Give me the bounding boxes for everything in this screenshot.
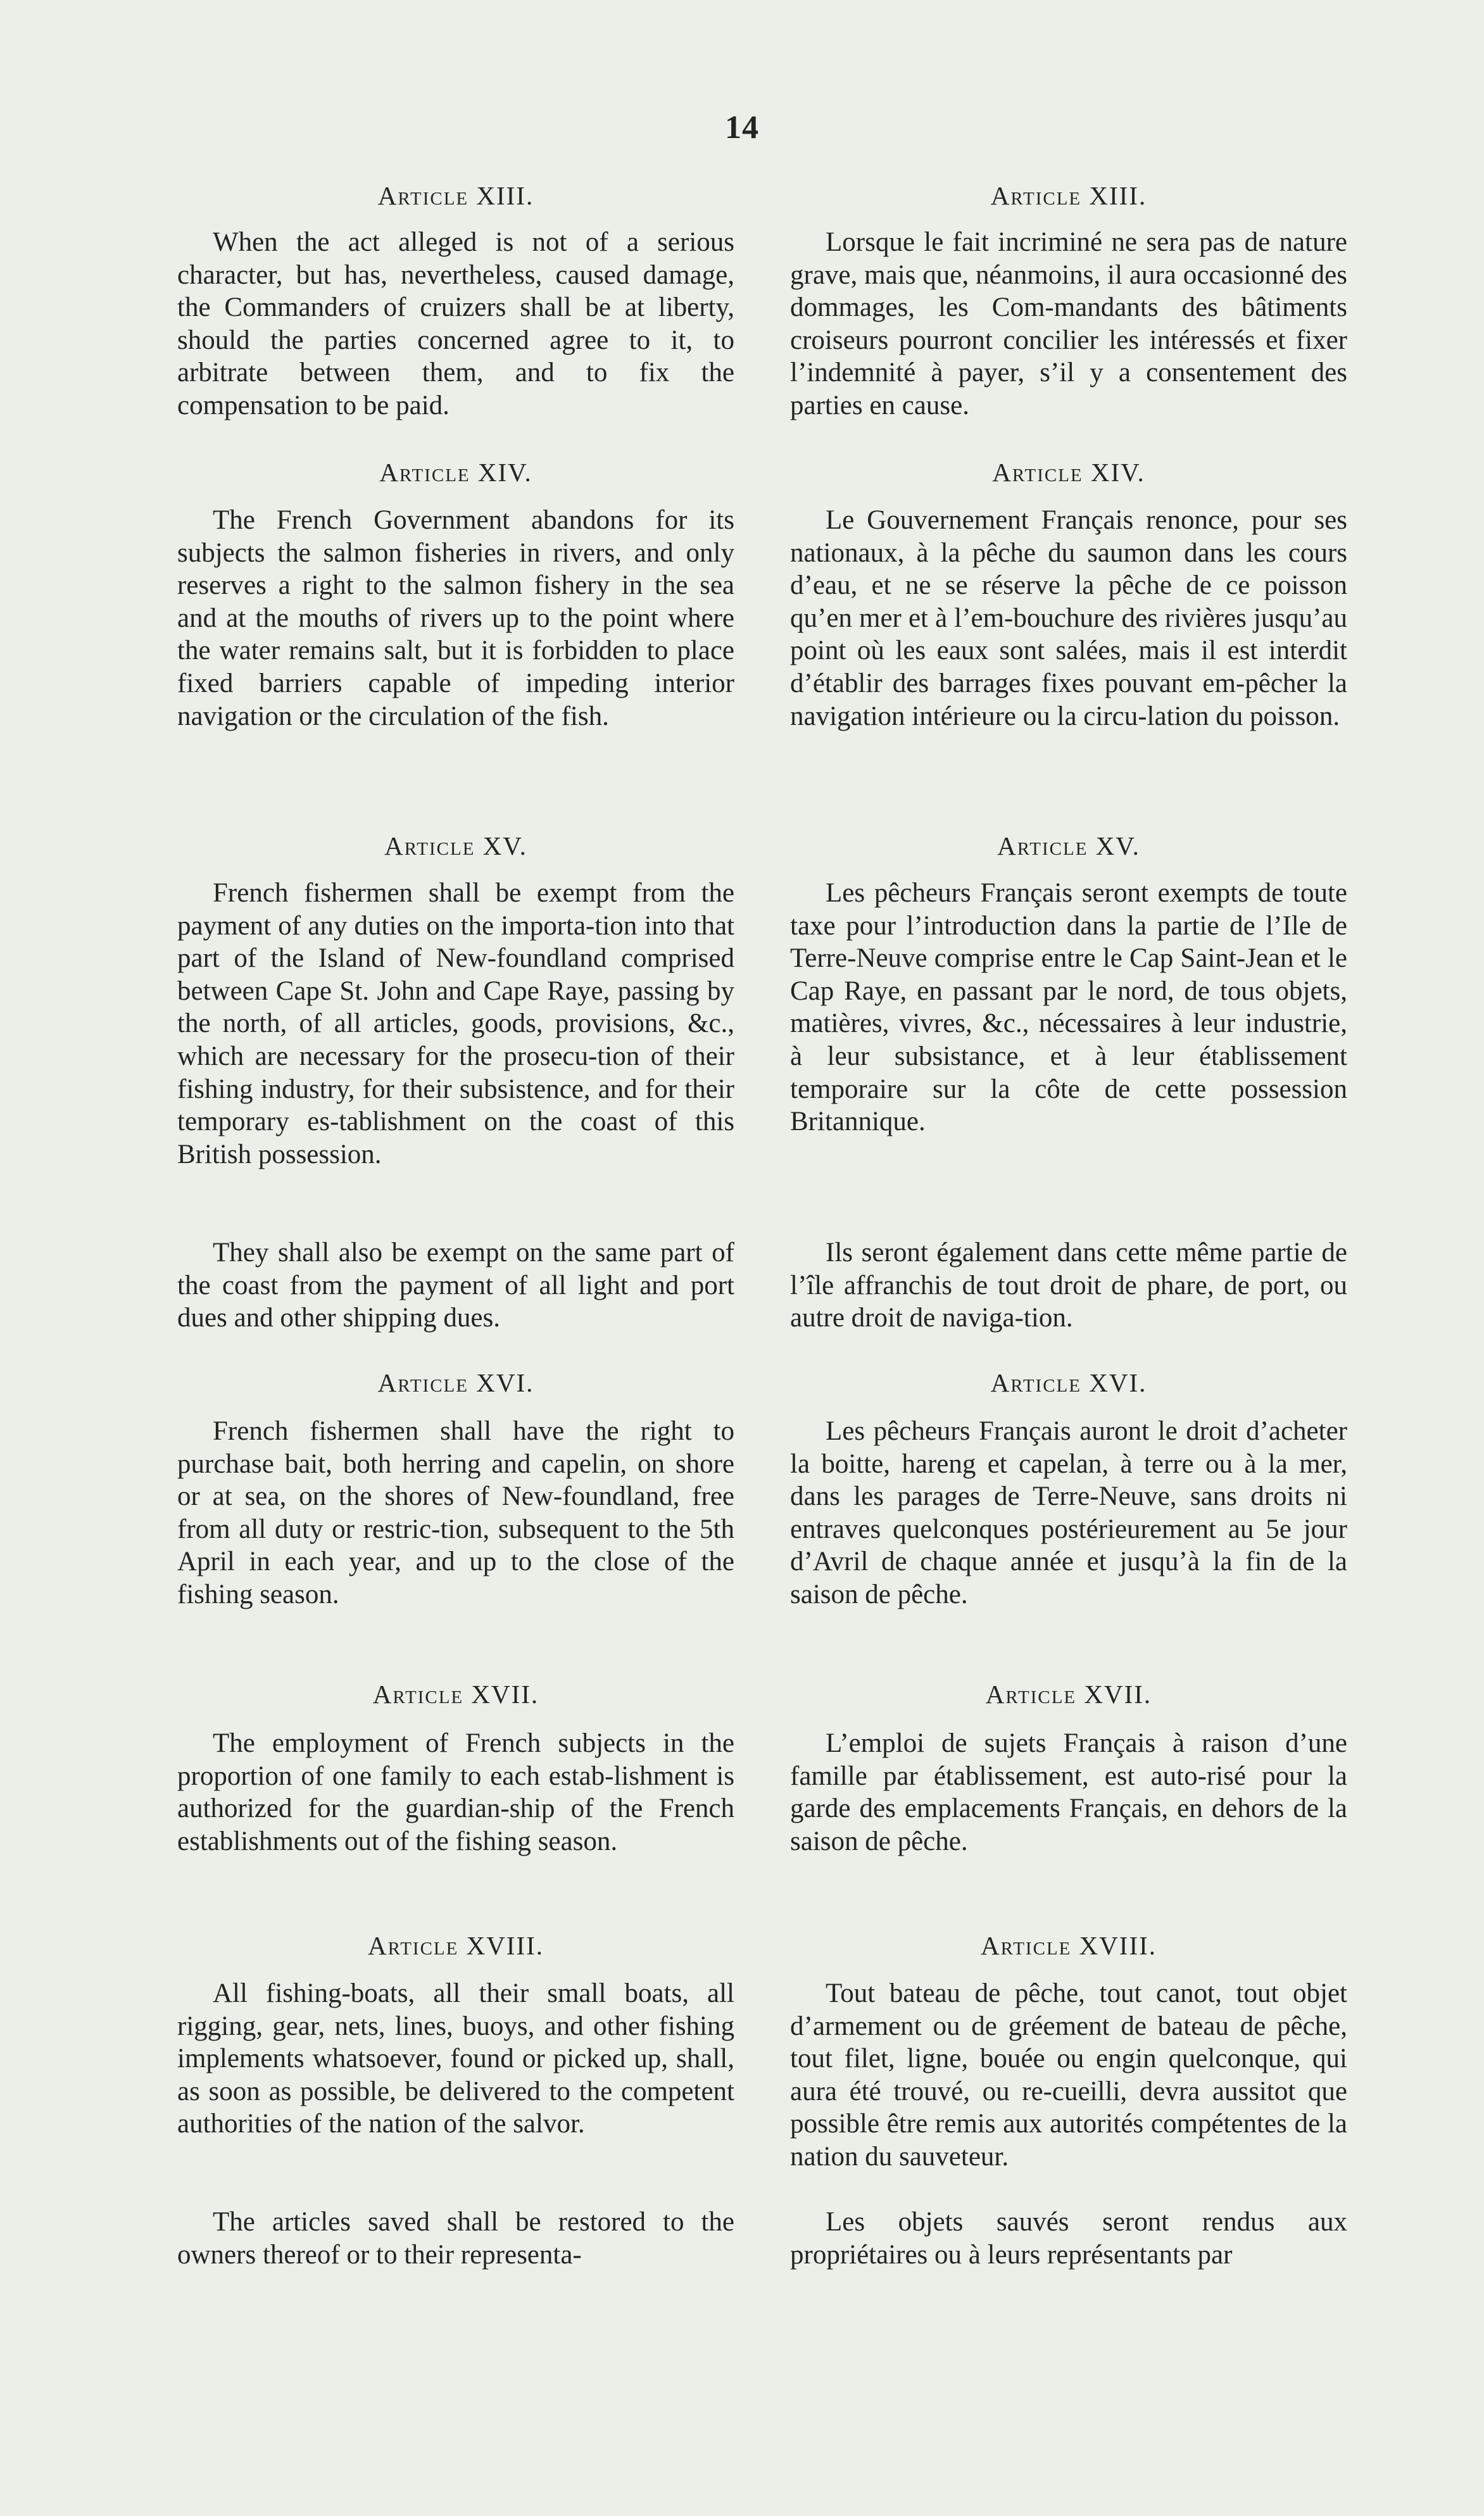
article-17-text-en: The employment of French subjects in the proportion of one family to each estab-lishment is authorized for the guardian-ship of the French establishments out of the fishing season. xyxy=(177,1728,734,1856)
article-14-heading-fr: Article XIV. xyxy=(992,458,1145,487)
article-13-heading-fr: Article XIII. xyxy=(990,181,1147,210)
french-column xyxy=(790,0,1347,2516)
article-16-text-en: French fishermen shall have the right to purchase bait, both herring and capelin, on shore or at sea, on the shores of New-foundland, free from all duty or restric-tion, subsequent to the 5th April in each year, and up to the close of the fishing season. xyxy=(177,1416,734,1609)
article-15-text-en: French fishermen shall be exempt from the payment of any duties on the importa-tion into that part of the Island of New-foundland comprised between Cape St. John and Cape Raye, passing by the north, of all articles, goods, provisions, &c., which are necessary for the prosecu-tion of their fishing industry, for their subsistence, and for their temporary es-tablishment on the coast of this British possession. xyxy=(177,878,734,1169)
article-14-text-fr: Le Gouvernement Français renonce, pour ses nationaux, à la pêche du saumon dans les cours d’eau, et ne se réserve la pêche de ce poisson qu’en mer et à l’em-bouchure des rivières jusqu’au point où les eaux sont salées, mais il est interdit d’établir des barrages fixes pouvant em-pêcher la navigation intérieure ou la circu-lation du poisson. xyxy=(790,505,1347,731)
article-15-heading-en: Article XV. xyxy=(384,831,527,860)
article-17-text-fr: L’emploi de sujets Français à raison d’une famille par établissement, est auto-risé pour la garde des emplacements Français, en dehors de la saison de pêche. xyxy=(790,1728,1347,1856)
article-14-text-en: The French Government abandons for its subjects the salmon fisheries in rivers, and only reserves a right to the salmon fishery in the sea and at the mouths of rivers up to the point where the water remains salt, but it is forbidden to place fixed barriers capable of impeding interior navigation or the circulation of the fish. xyxy=(177,505,734,731)
article-18-text-fr: Tout bateau de pêche, tout canot, tout objet d’armement ou de gréement de bateau de pêche, tout filet, ligne, bouée ou engin quelconque, qui aura été trouvé, ou re-cueilli, devra aussitot que possible être remis aux autorités compétentes de la nation du sauveteur. xyxy=(790,1978,1347,2172)
article-16-text-fr: Les pêcheurs Français auront le droit d’acheter la boitte, hareng et capelan, à terre ou à la mer, dans les parages de Terre-Neuve, sans droits ni entraves quelconques postérieurement au 5e jour d’Avril de chaque année et jusqu’à la fin de la saison de pêche. xyxy=(790,1416,1347,1609)
article-14-heading-en: Article XIV. xyxy=(379,458,532,487)
article-15-heading-fr: Article XV. xyxy=(997,831,1140,860)
article-18-heading-en: Article XVIII. xyxy=(367,1931,544,1960)
english-column xyxy=(177,0,734,2516)
article-17-heading-en: Article XVII. xyxy=(372,1680,539,1709)
article-15-text-fr: Les pêcheurs Français seront exempts de toute taxe pour l’introduction dans la partie de l’Ile de Terre-Neuve comprise entre le Cap Saint-Jean et le Cap Raye, en passant par le nord, de tous objets, matières, vivres, &c., nécessaires à leur industrie, à leur subsistance, et à leur établissement temporaire sur la côte de cette possession Britannique. xyxy=(790,878,1347,1137)
article-18-text2-fr: Les objets sauvés seront rendus aux propriétaires ou à leurs représentants par xyxy=(790,2207,1347,2270)
article-18-text-en: All fishing-boats, all their small boats, all rigging, gear, nets, lines, buoys, and other fishing implements whatsoever, found or picked up, shall, as soon as possible, be delivered to the competent authorities of the nation of the salvor. xyxy=(177,1978,734,2139)
article-13-text-fr: Lorsque le fait incriminé ne sera pas de nature grave, mais que, néanmoins, il aura occasionné des dommages, les Com-mandants des bâtiments croiseurs pourront concilier les intéressés et fixer l’indemnité à payer, s’il y a consentement des parties en cause. xyxy=(790,227,1347,420)
article-15-text2-fr: Ils seront également dans cette même partie de l’île affranchis de tout droit de phare, de port, ou autre droit de naviga-tion. xyxy=(790,1238,1347,1333)
article-13-text-en: When the act alleged is not of a serious character, but has, nevertheless, caused damage, the Commanders of cruizers shall be at liberty, should the parties concerned agree to it, to arbitrate between them, and to fix the compensation to be paid. xyxy=(177,227,734,420)
article-16-heading-en: Article XVI. xyxy=(377,1368,534,1397)
page-number: 14 xyxy=(725,110,759,146)
article-18-text2-en: The articles saved shall be restored to the owners thereof or to their representa- xyxy=(177,2207,734,2270)
article-13-heading-en: Article XIII. xyxy=(377,181,534,210)
article-18-heading-fr: Article XVIII. xyxy=(980,1931,1157,1960)
article-15-text2-en: They shall also be exempt on the same part of the coast from the payment of all light and port dues and other shipping dues. xyxy=(177,1238,734,1333)
article-17-heading-fr: Article XVII. xyxy=(985,1680,1152,1709)
article-16-heading-fr: Article XVI. xyxy=(990,1368,1147,1397)
